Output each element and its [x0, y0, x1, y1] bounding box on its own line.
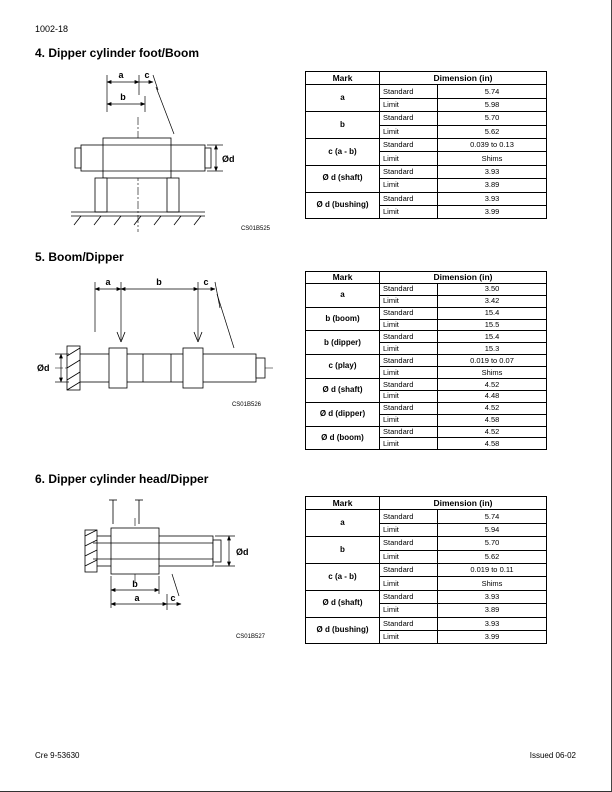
- mark-cell: Ø d (shaft): [306, 165, 380, 192]
- mark-cell: c (a - b): [306, 563, 380, 590]
- limit-label-cell: Limit: [380, 550, 438, 563]
- figure-dipper-cylinder-foot-boom: [55, 62, 285, 237]
- standard-label-cell: Standard: [380, 331, 438, 343]
- diagram-dipper-cylinder-head-dipper: [55, 490, 285, 652]
- table-row-standard: [306, 355, 547, 367]
- standard-value-cell: 3.93: [438, 192, 547, 205]
- limit-value-cell: 3.89: [438, 604, 547, 617]
- limit-value-cell: 5.98: [438, 98, 547, 111]
- dimension-header: Dimension (in): [380, 497, 547, 510]
- mark-cell: a: [306, 85, 380, 112]
- table-row-standard: [306, 426, 547, 438]
- spec-table-dipper-cylinder-head-dipper: [305, 496, 546, 644]
- standard-label-cell: Standard: [380, 379, 438, 391]
- limit-value-cell: 4.58: [438, 414, 547, 426]
- limit-value-cell: 5.62: [438, 550, 547, 563]
- figure-code: CS01B525: [240, 226, 270, 232]
- standard-label-cell: Standard: [380, 192, 438, 205]
- dim-label-c: c: [170, 593, 176, 603]
- mark-cell: b: [306, 537, 380, 564]
- limit-value-cell: 15.5: [438, 319, 547, 331]
- footer-issue-date: Issued 06-02: [529, 751, 576, 760]
- limit-value-cell: 3.89: [438, 179, 547, 192]
- limit-value-cell: 4.58: [438, 438, 547, 450]
- table-row-standard: [306, 537, 547, 550]
- figure-boom-dipper: [33, 268, 283, 420]
- table-header-row: [306, 272, 547, 284]
- standard-value-cell: 5.74: [438, 85, 547, 98]
- dim-label-od: Ød: [37, 363, 50, 373]
- table-row-standard: [306, 165, 547, 178]
- mark-cell: Ø d (shaft): [306, 590, 380, 617]
- spec-table-boom-dipper: [305, 271, 546, 450]
- standard-value-cell: 5.74: [438, 510, 547, 523]
- dim-label-b: b: [120, 92, 126, 102]
- dim-label-od: Ød: [236, 547, 249, 557]
- table-row-standard: [306, 85, 547, 98]
- table-row-standard: [306, 138, 547, 151]
- table-row-standard: [306, 617, 547, 630]
- limit-value-cell: 4.48: [438, 390, 547, 402]
- mark-header: Mark: [306, 272, 380, 284]
- mark-header: Mark: [306, 72, 380, 85]
- standard-label-cell: Standard: [380, 510, 438, 523]
- dim-label-b: b: [132, 579, 138, 589]
- standard-value-cell: 0.019 to 0.11: [438, 563, 547, 576]
- standard-value-cell: 4.52: [438, 426, 547, 438]
- limit-value-cell: 5.62: [438, 125, 547, 138]
- standard-label-cell: Standard: [380, 402, 438, 414]
- dim-label-od: Ød: [222, 154, 235, 164]
- standard-label-cell: Standard: [380, 283, 438, 295]
- standard-value-cell: 15.4: [438, 307, 547, 319]
- mark-cell: b (dipper): [306, 331, 380, 355]
- standard-value-cell: 3.93: [438, 165, 547, 178]
- standard-value-cell: 5.70: [438, 112, 547, 125]
- mark-cell: Ø d (dipper): [306, 402, 380, 426]
- limit-label-cell: Limit: [380, 577, 438, 590]
- dim-label-a: a: [105, 277, 111, 287]
- limit-label-cell: Limit: [380, 125, 438, 138]
- mark-cell: b: [306, 112, 380, 139]
- table-row-standard: [306, 510, 547, 523]
- limit-label-cell: Limit: [380, 438, 438, 450]
- dim-label-b: b: [156, 277, 162, 287]
- table-row-standard: [306, 283, 547, 295]
- section-title-dipper-cylinder-foot-boom: 4. Dipper cylinder foot/Boom: [35, 46, 200, 60]
- table-header-row: [306, 497, 547, 510]
- limit-label-cell: Limit: [380, 630, 438, 643]
- spec-table: [305, 71, 547, 219]
- technical-drawing: [85, 500, 235, 610]
- limit-label-cell: Limit: [380, 205, 438, 218]
- limit-value-cell: 15.3: [438, 343, 547, 355]
- mark-cell: Ø d (bushing): [306, 192, 380, 219]
- table-row-standard: [306, 563, 547, 576]
- mark-cell: Ø d (shaft): [306, 379, 380, 403]
- technical-drawing: [71, 75, 223, 232]
- table-header-row: [306, 72, 547, 85]
- limit-label-cell: Limit: [380, 414, 438, 426]
- table-row-standard: [306, 331, 547, 343]
- mark-cell: c (play): [306, 355, 380, 379]
- limit-label-cell: Limit: [380, 295, 438, 307]
- standard-value-cell: 4.52: [438, 402, 547, 414]
- standard-label-cell: Standard: [380, 165, 438, 178]
- limit-label-cell: Limit: [380, 367, 438, 379]
- table-row-standard: [306, 590, 547, 603]
- dim-label-a: a: [134, 593, 140, 603]
- page-number: 1002-18: [35, 24, 69, 34]
- limit-value-cell: 5.94: [438, 523, 547, 536]
- dim-label-c: c: [144, 70, 150, 80]
- limit-label-cell: Limit: [380, 523, 438, 536]
- table-row-standard: [306, 402, 547, 414]
- standard-value-cell: 3.93: [438, 617, 547, 630]
- mark-cell: Ø d (bushing): [306, 617, 380, 644]
- limit-label-cell: Limit: [380, 98, 438, 111]
- limit-label-cell: Limit: [380, 152, 438, 165]
- standard-label-cell: Standard: [380, 617, 438, 630]
- table-row-standard: [306, 112, 547, 125]
- limit-label-cell: Limit: [380, 319, 438, 331]
- diagram-boom-dipper: [33, 268, 283, 420]
- mark-cell: a: [306, 510, 380, 537]
- spec-table-dipper-cylinder-foot-boom: [305, 71, 546, 219]
- mark-cell: c (a - b): [306, 138, 380, 165]
- limit-value-cell: 3.99: [438, 205, 547, 218]
- limit-label-cell: Limit: [380, 390, 438, 402]
- limit-label-cell: Limit: [380, 179, 438, 192]
- section-title-dipper-cylinder-head-dipper: 6. Dipper cylinder head/Dipper: [35, 472, 209, 486]
- diagram-dipper-cylinder-foot-boom: [55, 62, 285, 237]
- standard-value-cell: 4.52: [438, 379, 547, 391]
- spec-table: [305, 271, 547, 450]
- standard-value-cell: 15.4: [438, 331, 547, 343]
- dim-label-a: a: [118, 70, 124, 80]
- mark-cell: Ø d (boom): [306, 426, 380, 450]
- figure-code: CS01B527: [235, 634, 265, 640]
- table-row-standard: [306, 307, 547, 319]
- section-title-boom-dipper: 5. Boom/Dipper: [35, 250, 124, 264]
- dimension-header: Dimension (in): [380, 72, 547, 85]
- technical-drawing: [55, 282, 275, 390]
- standard-value-cell: 0.039 to 0.13: [438, 138, 547, 151]
- footer-document-code: Cre 9-53630: [35, 751, 80, 760]
- dimension-header: Dimension (in): [380, 272, 547, 284]
- dim-label-c: c: [203, 277, 209, 287]
- mark-header: Mark: [306, 497, 380, 510]
- spec-table: [305, 496, 547, 644]
- limit-value-cell: Shims: [438, 152, 547, 165]
- standard-label-cell: Standard: [380, 537, 438, 550]
- standard-label-cell: Standard: [380, 426, 438, 438]
- figure-dipper-cylinder-head-dipper: [55, 490, 285, 652]
- standard-value-cell: 0.019 to 0.07: [438, 355, 547, 367]
- limit-value-cell: 3.42: [438, 295, 547, 307]
- limit-value-cell: Shims: [438, 577, 547, 590]
- standard-label-cell: Standard: [380, 355, 438, 367]
- standard-label-cell: Standard: [380, 307, 438, 319]
- standard-value-cell: 3.50: [438, 283, 547, 295]
- figure-code: CS01B526: [231, 402, 261, 408]
- standard-label-cell: Standard: [380, 563, 438, 576]
- table-row-standard: [306, 192, 547, 205]
- standard-value-cell: 5.70: [438, 537, 547, 550]
- limit-value-cell: 3.99: [438, 630, 547, 643]
- standard-label-cell: Standard: [380, 85, 438, 98]
- table-row-standard: [306, 379, 547, 391]
- limit-label-cell: Limit: [380, 604, 438, 617]
- limit-value-cell: Shims: [438, 367, 547, 379]
- standard-value-cell: 3.93: [438, 590, 547, 603]
- standard-label-cell: Standard: [380, 138, 438, 151]
- mark-cell: b (boom): [306, 307, 380, 331]
- standard-label-cell: Standard: [380, 112, 438, 125]
- mark-cell: a: [306, 283, 380, 307]
- standard-label-cell: Standard: [380, 590, 438, 603]
- limit-label-cell: Limit: [380, 343, 438, 355]
